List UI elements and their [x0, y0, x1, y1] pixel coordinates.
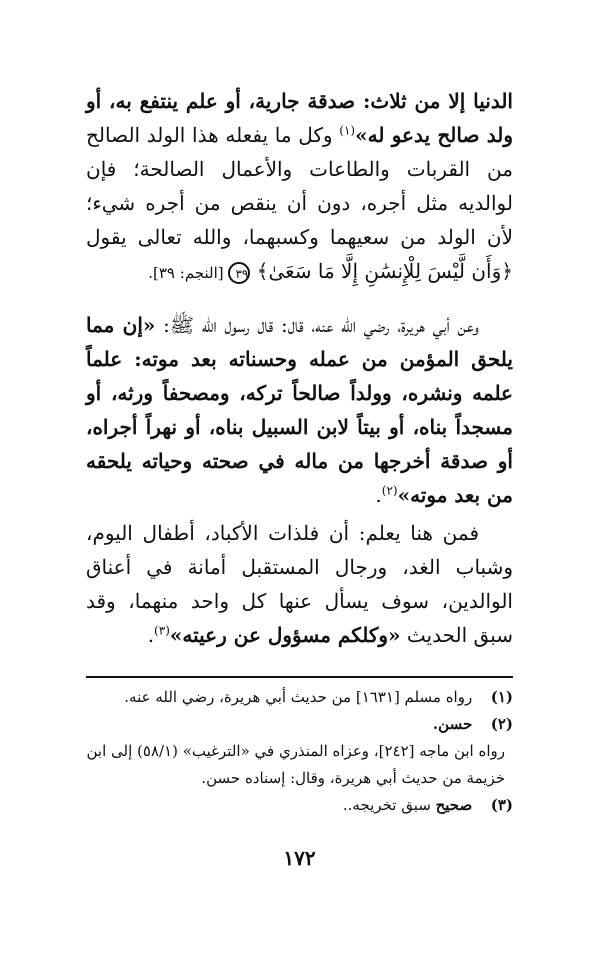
footnote-ref-2[interactable]: (٢)	[381, 483, 398, 498]
footnote-number: (١)	[490, 688, 513, 706]
verse-citation: [النجم: ٣٩].	[148, 264, 229, 282]
footnote-number: (٢)	[490, 715, 513, 733]
paragraph-3	[86, 516, 513, 652]
paragraph-text: وعن أبي هريرة، رضي الله عنه، قال: قال رسول الله ﷺ:	[155, 313, 480, 337]
paragraph-1	[86, 84, 513, 290]
footnote-divider	[86, 676, 513, 678]
hadith-text: «إن مما يلحق المؤمن من عمله وحسناته بعد موته: علماً علمه ونشره، وولداً صالحاً تركه، ومصحفاً ورثه، أو مسجداً بناه، أو بيتاً لابن السبيل بناه، أو نهراً أجراه، أو صدقة أخرجها من ماله في صحته وحياته يلحقه من بعد موته»	[86, 313, 513, 507]
hadith-text: الدنيا إلا من ثلاث: صدقة جارية، أو علم ينتفع به، أو ولد صالح يدعو له»	[86, 89, 513, 147]
quran-verse: ﴿وَأَن لَّيْسَ لِلْإِنسَٰنِ إِلَّا مَا سَعَىٰ﴾	[256, 259, 513, 283]
paragraph-end: .	[147, 623, 155, 647]
footnote-text: سبق تخريجه..	[342, 796, 436, 814]
footnote-ref-1[interactable]: (١)	[339, 123, 356, 138]
footnote-number: (٣)	[490, 796, 513, 814]
paragraph-text: فمن هنا يعلم: أن فلذات الأكباد، أطفال اليوم، وشباب الغد، ورجال المستقبل أمانة في أعناق الوالدين، سوف يسأل عنها كل واحد منهما، وقد سبق الحديث	[86, 521, 513, 647]
footnote-ref-3[interactable]: (٣)	[154, 623, 170, 638]
footnote-1	[86, 684, 513, 711]
paragraph-text: وكل ما يفعله هذا الولد الصالح من القربات والطاعات والأعمال الصالحة؛ فإن لوالديه مثل أجره، دون أن ينقص من أجره شيء؛ لأن الولد من سعيهما وكسبهما، والله تعالى يقول	[86, 123, 513, 249]
footnote-grade: صحيح	[435, 796, 473, 814]
footnotes	[86, 684, 513, 819]
footnote-2	[86, 711, 513, 792]
paragraph-end: .	[375, 483, 382, 507]
page-number: ١٧٢	[283, 846, 316, 870]
footnote-grade: حسن.	[432, 715, 473, 733]
footnote-text: رواه ابن ماجه [٢٤٢]، وعزاه المنذري في «الترغيب» (٥٨/١) إلى ابن خزيمة من حديث أبي هريرة، وقال: إسناده حسن.	[86, 742, 505, 787]
verse-number-icon: ٣٩	[228, 262, 250, 284]
hadith-text: «وكلكم مسؤول عن رعيته»	[169, 623, 401, 647]
paragraph-2	[86, 308, 513, 512]
footnote-3	[86, 792, 513, 819]
footnote-text: رواه مسلم [١٦٣١] من حديث أبي هريرة، رضي الله عنه.	[124, 688, 473, 706]
